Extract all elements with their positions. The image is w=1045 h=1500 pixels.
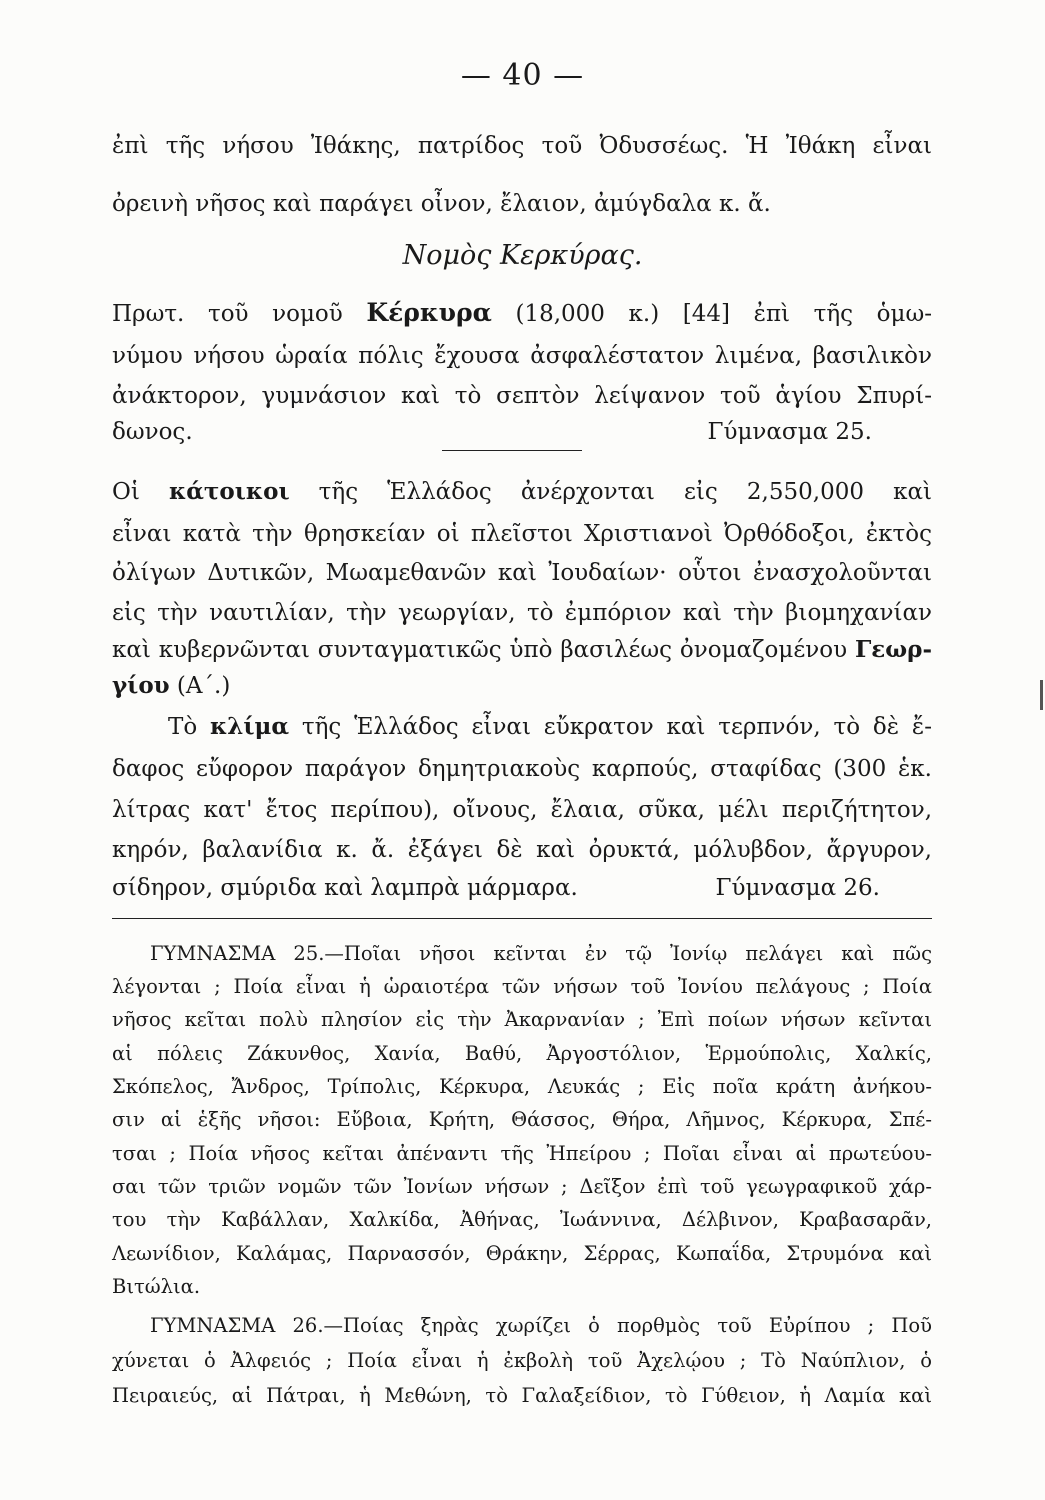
- exercise-line: σαι τῶν τριῶν νομῶν τῶν Ἰονίων νήσων ; Δεῖξον ἐπὶ τοῦ γεωγραφικοῦ χάρ-: [112, 1175, 932, 1198]
- text-line: ἀνάκτορον, γυμνάσιον καὶ τὸ σεπτὸν λείψανον τοῦ ἁγίου Σπυρί-: [112, 383, 932, 409]
- exercise-reference: Γύμνασμα 26.: [715, 875, 880, 901]
- exercise-line: σιν αἱ ἑξῆς νῆσοι: Εὔβοια, Κρήτη, Θάσσος, Θήρα, Λῆμνος, Κέρκυρα, Σπέ-: [112, 1108, 932, 1131]
- bold-term: κάτοικοι: [168, 478, 290, 505]
- scan-edge-mark: [1040, 680, 1043, 710]
- bold-term: Γεωρ-: [854, 636, 932, 663]
- text-run: Πρωτ. τοῦ νομοῦ: [112, 301, 367, 327]
- text-line: [112, 476, 932, 508]
- bold-term: Κέρκυρα: [366, 298, 492, 327]
- text-run: Τὸ: [168, 714, 211, 740]
- exercise-reference: Γύμνασμα 25.: [707, 419, 872, 445]
- exercise-line: νῆσος κεῖται πολὺ πλησίον εἰς τὴν Ἀκαρνανίαν ; Ἐπὶ ποίων νήσων κεῖνται: [112, 1008, 932, 1031]
- text-line: κηρόν, βαλανίδια κ. ἄ. ἐξάγει δὲ καὶ ὀρυκτά, μόλυβδον, ἄργυρον,: [112, 837, 932, 863]
- text-run: (18,000 κ.) [44] ἐπὶ τῆς ὁμω-: [491, 301, 932, 327]
- text-run: (Α΄.): [169, 673, 231, 699]
- bold-term: κλίμα: [210, 713, 290, 740]
- text-line: [168, 711, 932, 743]
- exercise-line: του τὴν Καβάλλαν, Χαλκίδα, Ἀθήνας, Ἰωάννινα, Δέλβινον, Κραβασαρᾶν,: [112, 1208, 932, 1231]
- exercise-line: Βιτώλια.: [112, 1275, 201, 1298]
- text-line: εἶναι κατὰ τὴν θρησκείαν οἱ πλεῖστοι Χριστιανοὶ Ὀρθόδοξοι, ἐκτὸς: [112, 521, 932, 547]
- text-run: τῆς Ἑλλάδος ἀνέρχονται εἰς 2,550,000 καὶ: [289, 479, 932, 505]
- text-run: Οἱ: [112, 479, 169, 505]
- exercise-line: τσαι ; Ποία νῆσος κεῖται ἀπέναντι τῆς Ἠπείρου ; Ποῖαι εἶναι αἱ πρωτεύου-: [112, 1142, 932, 1165]
- text-line: δαφος εὔφορον παράγον δημητριακοὺς καρπούς, σταφίδας (300 ἑκ.: [112, 756, 932, 782]
- text-line: [112, 872, 932, 904]
- text-line: λίτρας κατ' ἔτος περίπου), οἴνους, ἔλαια, σῦκα, μέλι περιζήτητον,: [112, 797, 932, 823]
- bold-term: γίου: [112, 672, 170, 699]
- page-number: — 40 —: [460, 58, 585, 93]
- text-line: [112, 416, 932, 448]
- text-run: τῆς Ἑλλάδος εἶναι εὔκρατον καὶ τερπνόν, τὸ δὲ ἔ-: [289, 714, 932, 740]
- text-line: ὀλίγων Δυτικῶν, Μωαμεθανῶν καὶ Ἰουδαίων· οὗτοι ἐνασχολοῦνται: [112, 560, 932, 586]
- text-line: νύμου νήσου ὡραία πόλις ἔχουσα ἀσφαλέστατον λιμένα, βασιλικὸν: [112, 343, 932, 369]
- exercise-line: αἱ πόλεις Ζάκυνθος, Χανία, Βαθύ, Ἀργοστόλιον, Ἑρμούπολις, Χαλκίς,: [112, 1042, 932, 1065]
- exercise-line: λέγονται ; Ποία εἶναι ἡ ὡραιοτέρα τῶν νήσων τοῦ Ἰονίου πελάγους ; Ποία: [112, 975, 932, 998]
- text-line: ἐπὶ τῆς νήσου Ἰθάκης, πατρίδος τοῦ Ὀδυσσέως. Ἡ Ἰθάκη εἶναι: [112, 133, 932, 159]
- exercise-line: ΓΥΜΝΑΣΜΑ 25.—Ποῖαι νῆσοι κεῖνται ἐν τῷ Ἰονίῳ πελάγει καὶ πῶς: [150, 942, 932, 965]
- exercise-line: χύνεται ὁ Ἀλφειός ; Ποία εἶναι ἡ ἐκβολὴ τοῦ Ἀχελῴου ; Τὸ Ναύπλιον, ὁ: [112, 1349, 932, 1372]
- exercise-line: Σκόπελος, Ἄνδρος, Τρίπολις, Κέρκυρα, Λευκάς ; Εἰς ποῖα κράτη ἀνήκου-: [112, 1075, 932, 1098]
- text-run: δωνος.: [112, 419, 193, 445]
- text-line: ὀρεινὴ νῆσος καὶ παράγει οἶνον, ἔλαιον, ἀμύγδαλα κ. ἄ.: [112, 191, 771, 217]
- text-line: [112, 670, 932, 702]
- footnote-divider: [112, 918, 932, 919]
- text-line: [112, 634, 932, 666]
- text-line: εἰς τὴν ναυτιλίαν, τὴν γεωργίαν, τὸ ἐμπόριον καὶ τὴν βιομηχανίαν: [112, 600, 932, 626]
- section-divider: [442, 450, 582, 451]
- section-heading: Νομὸς Κερκύρας.: [402, 240, 643, 271]
- text-run: καὶ κυβερνῶνται συνταγματικῶς ὑπὸ βασιλέως ὀνομαζομένου: [112, 637, 855, 663]
- text-line: [112, 297, 932, 330]
- exercise-line: Πειραιεύς, αἱ Πάτραι, ἡ Μεθώνη, τὸ Γαλαξείδιον, τὸ Γύθειον, ἡ Λαμία καὶ: [112, 1384, 932, 1407]
- exercise-line: Λεωνίδιον, Καλάμας, Παρνασσόν, Θράκην, Σέρρας, Κωπαΐδα, Στρυμόνα καὶ: [112, 1242, 932, 1265]
- exercise-line: ΓΥΜΝΑΣΜΑ 26.—Ποίας ξηρὰς χωρίζει ὁ πορθμὸς τοῦ Εὐρίπου ; Ποῦ: [150, 1314, 932, 1337]
- text-run: σίδηρον, σμύριδα καὶ λαμπρὰ μάρμαρα.: [112, 875, 578, 901]
